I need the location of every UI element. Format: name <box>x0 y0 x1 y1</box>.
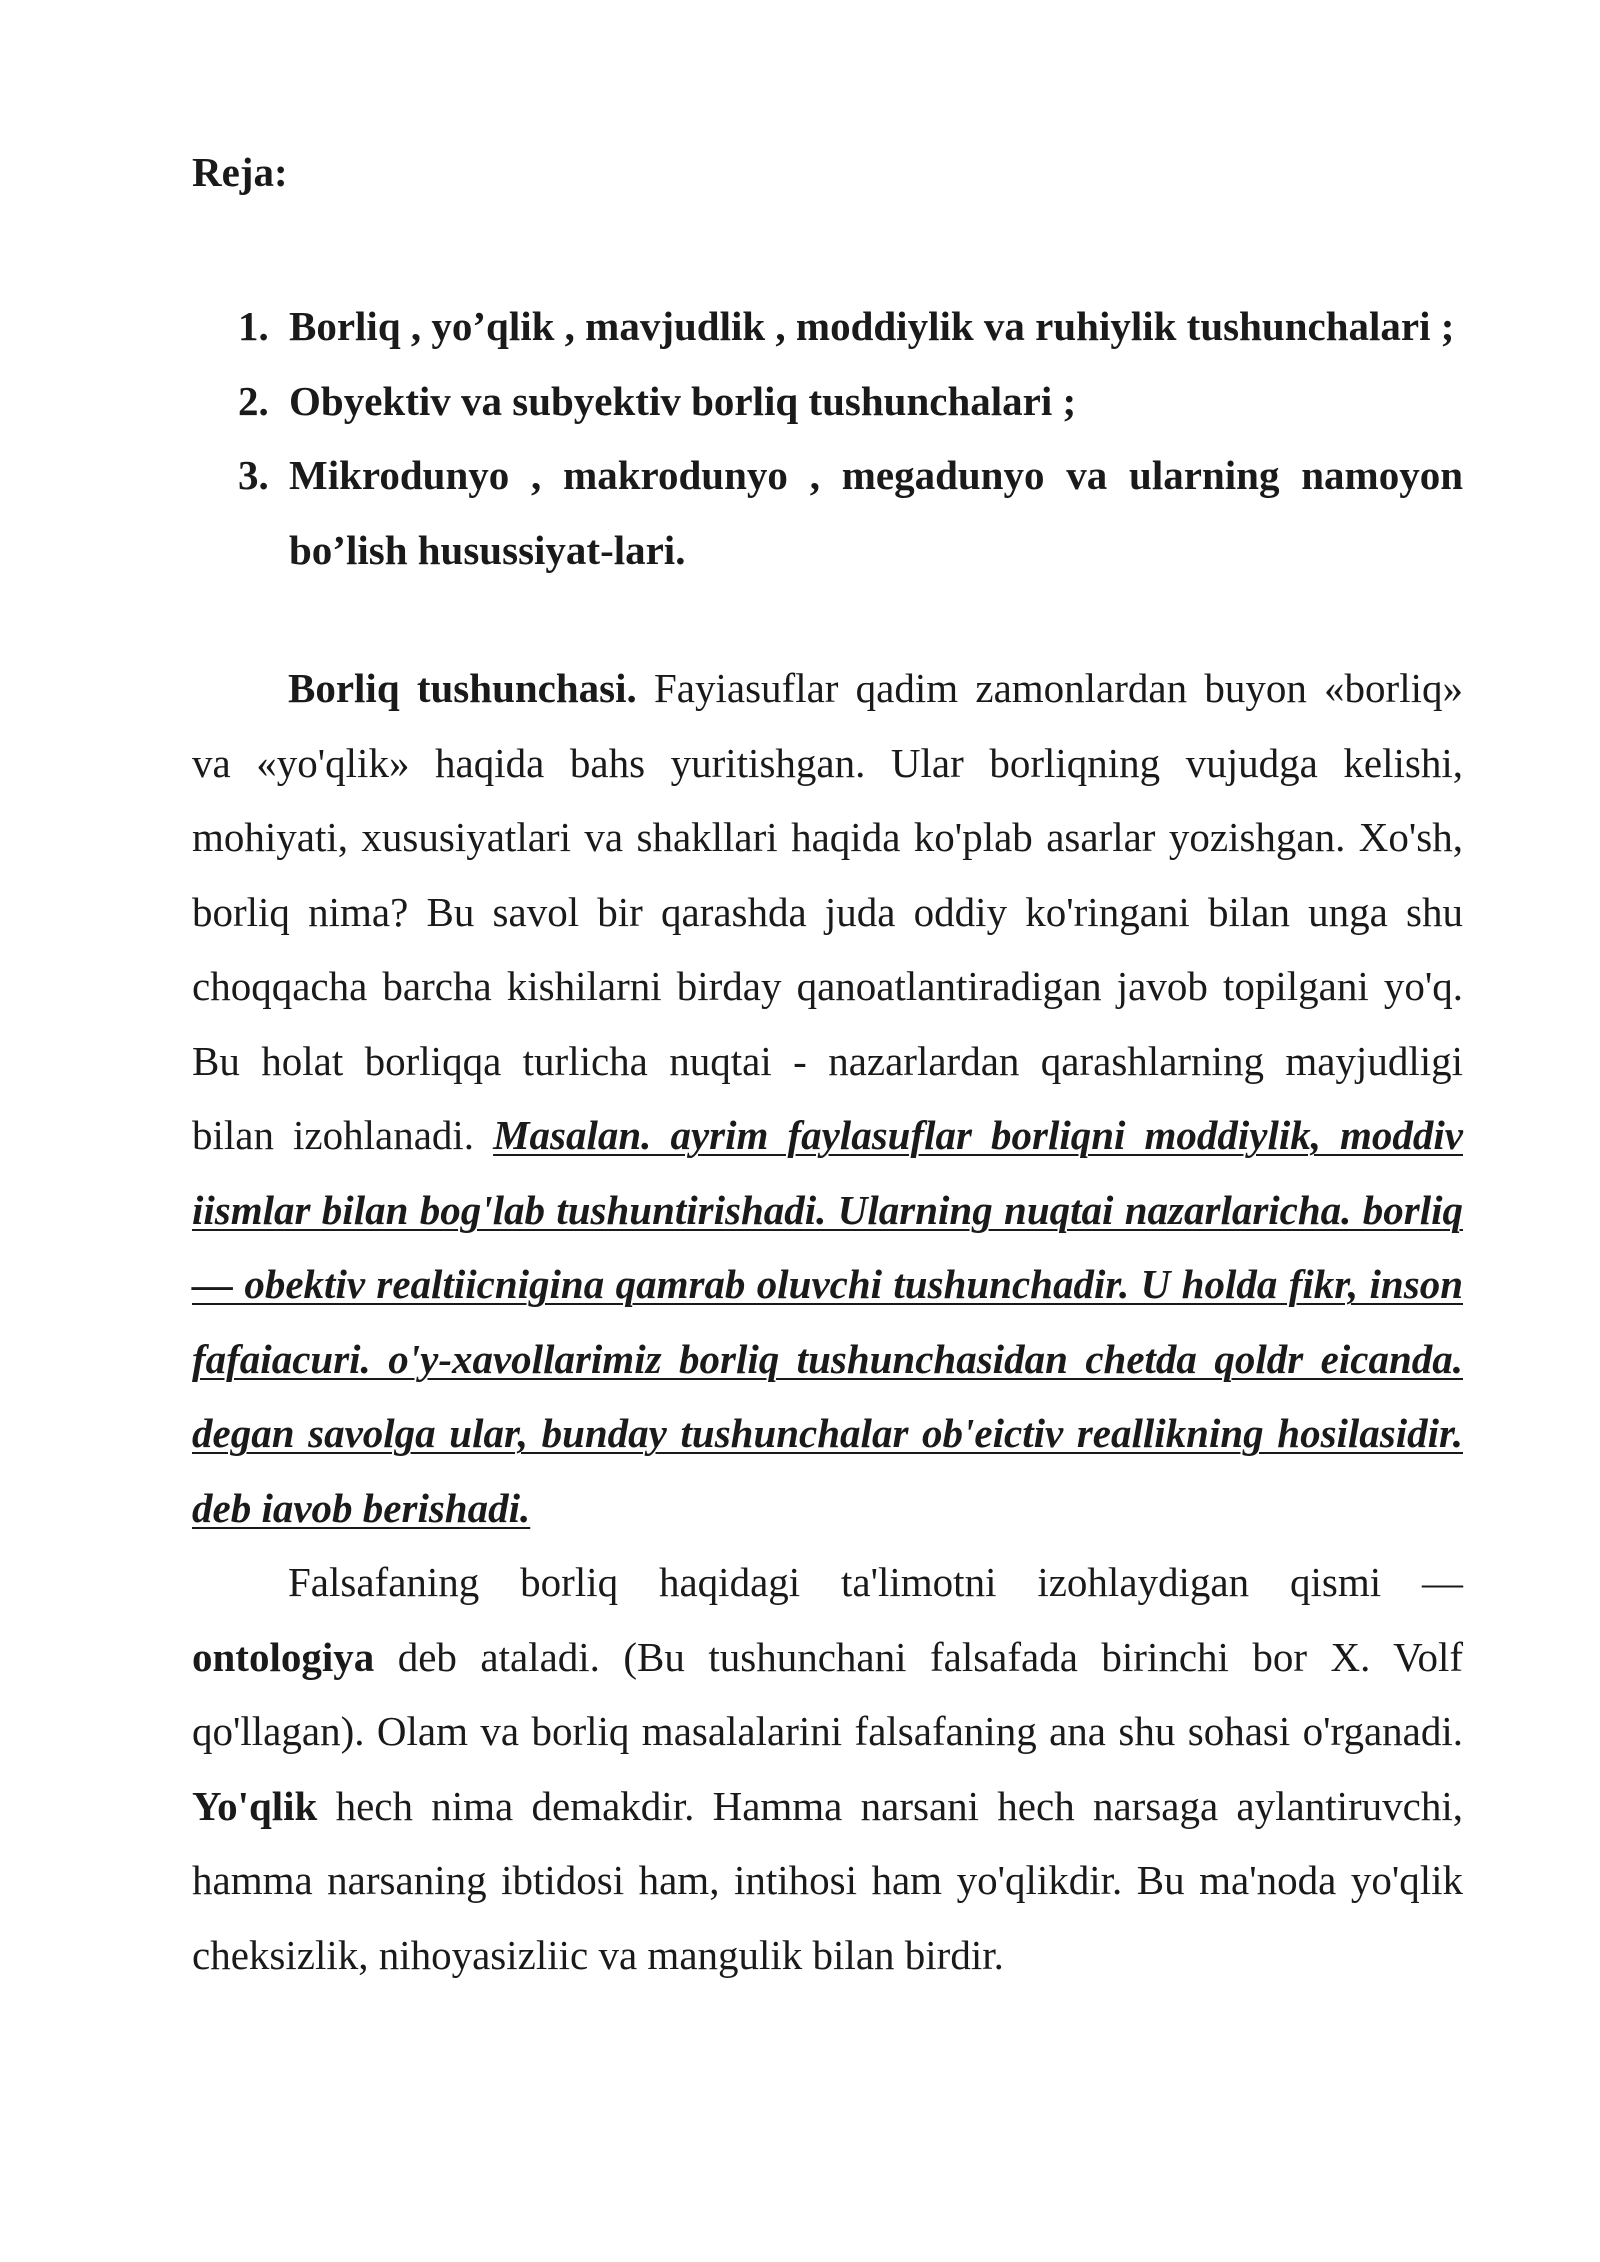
paragraph-lead-term: Borliq tushunchasi. <box>288 665 637 712</box>
plan-item-1 <box>192 289 1463 364</box>
plan-item-text: Obyektiv va subyektiv borliq tushunchalari ; <box>289 377 1077 424</box>
plan-heading: Reja: <box>192 149 288 195</box>
emphasized-passage: Masalan. ayrim faylasuflar borliqni moddiylik, moddiv iismlar bilan bog'lab tushuntirishadi. Ularning nuqtai nazarlaricha. borliq — obektiv realtiicnigina qamrab oluvchi tushunchadir. U holda fikr, inson fafaiacuri. o'y-xavollarimiz borliq tushunchasidan chetda qoldr eicanda. degan savolga ular, bunday tushunchalar ob'eictiv reallikning hosilasidir. deb iavob berishadi. <box>192 1112 1463 1531</box>
plan-item-3 <box>192 438 1463 587</box>
term-yoqlik: Yo'qlik <box>192 1782 318 1829</box>
paragraph-text-part: deb ataladi. (Bu tushunchani falsafada birinchi bor X. Volf qo'llagan). Olam va borliq masalalarini falsafaning ana shu sohasi o'rganadi. <box>192 1633 1463 1755</box>
plan-item-2 <box>192 364 1463 439</box>
plan-item-number: 1. <box>238 303 269 350</box>
paragraph-ontology <box>192 1545 1463 1992</box>
plan-item-text: Mikrodunyo , makrodunyo , megadunyo va ularning namoyon bo’lish husussiyat-lari. <box>289 452 1463 573</box>
term-ontologiya: ontologiya <box>192 1633 375 1680</box>
plan-item-number: 2. <box>238 377 269 424</box>
paragraph-text-part: Falsafaning borliq haqidagi ta'limotni izohlaydigan qismi — <box>288 1559 1463 1606</box>
plan-list <box>192 289 1463 587</box>
paragraph-text-part: hech nima demakdir. Hamma narsani hech narsaga aylantiruvchi, hamma narsaning ibtidosi ham, intihosi ham yo'qlikdir. Bu ma'noda yo'qlik cheksizlik, nihoyasizliic va mangulik bilan birdir. <box>192 1782 1463 1978</box>
plan-item-text: Borliq , yo’qlik , mavjudlik , moddiylik va ruhiylik tushunchalari ; <box>289 303 1455 350</box>
paragraph-borliq-concept <box>192 651 1463 1545</box>
plan-item-number: 3. <box>238 452 269 499</box>
paragraph-body-text: Fayiasuflar qadim zamonlardan buyon «borliq» va «yo'qlik» haqida bahs yuritishgan. Ular borliqning vujudga kelishi, mohiyati, xususiyatlari va shakllari haqida ko'plab asarlar yozishgan. Xo'sh, borliq nima? Bu savol bir qarashda juda oddiy ko'ringani bilan unga shu choqqacha barcha kishilarni birday qanoatlantiradigan javob topilgani yo'q. Bu holat borliqqa turlicha nuqtai - nazarlardan qarashlarning mayjudligi bilan izohlanadi. <box>192 665 1463 1159</box>
